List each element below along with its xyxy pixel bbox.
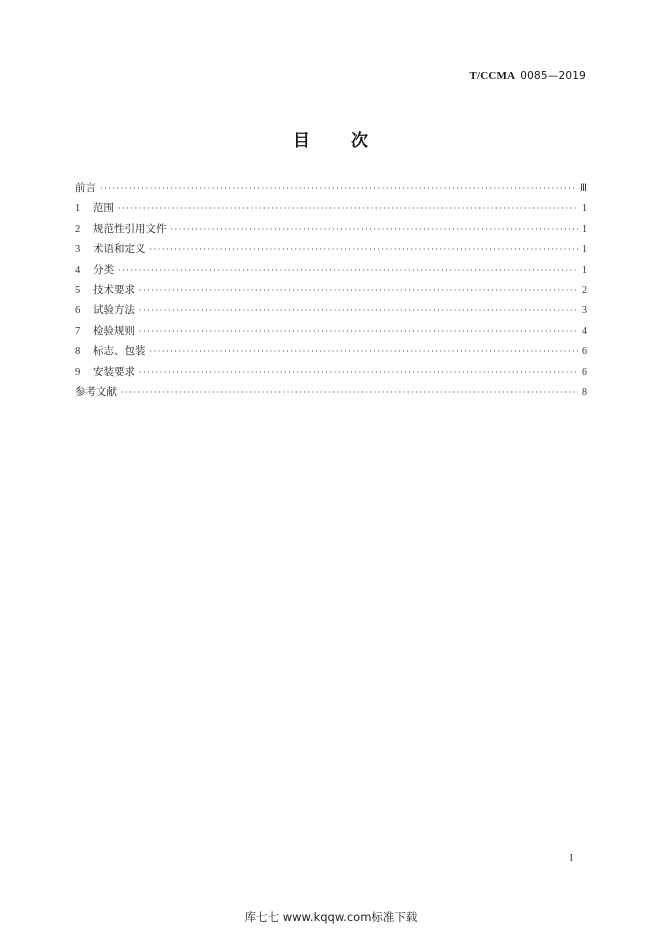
toc-entry-number: 3 bbox=[75, 244, 81, 256]
toc-entry-page: 1 bbox=[582, 264, 587, 276]
toc-entry-label: 试验方法 bbox=[93, 304, 135, 317]
toc-entry-page: Ⅲ bbox=[580, 183, 587, 194]
toc-entry-page: 6 bbox=[582, 346, 587, 358]
toc-dot-leader bbox=[171, 226, 579, 234]
document-id bbox=[469, 70, 586, 82]
toc-entry-label: 分类 bbox=[93, 263, 114, 276]
toc-dot-leader bbox=[100, 185, 576, 193]
toc-dot-leader bbox=[139, 287, 578, 295]
toc-entry-terms-definitions[interactable] bbox=[75, 241, 587, 261]
site-watermark: 库七七 www.kqqw.com标准下载 bbox=[244, 910, 418, 924]
toc-dot-leader bbox=[118, 267, 578, 275]
page-title bbox=[0, 126, 662, 151]
document-number: 0085—2019 bbox=[520, 70, 586, 82]
toc-entry-bibliography[interactable] bbox=[75, 384, 587, 404]
toc-entry-label: 标志、包装 bbox=[93, 345, 146, 358]
toc-entry-page: 3 bbox=[582, 305, 587, 317]
toc-entry-installation-requirements[interactable] bbox=[75, 364, 587, 384]
document-code: T/CCMA bbox=[469, 70, 516, 82]
toc-entry-normative-references[interactable] bbox=[75, 221, 587, 241]
toc-entry-number: 6 bbox=[75, 305, 81, 317]
toc-entry-label: 技术要求 bbox=[93, 283, 135, 296]
page-number: I bbox=[569, 853, 573, 864]
toc-entry-page: 4 bbox=[582, 325, 587, 337]
toc-entry-number: 8 bbox=[75, 346, 81, 358]
page-title-part1: 目 bbox=[293, 131, 311, 151]
toc-dot-leader bbox=[150, 348, 579, 356]
toc-entry-number: 9 bbox=[75, 366, 81, 378]
toc-entry-label: 术语和定义 bbox=[93, 243, 146, 256]
toc-entry-label: 前言 bbox=[75, 182, 96, 194]
toc-entry-page: 1 bbox=[582, 203, 587, 215]
toc-entry-label: 规范性引用文件 bbox=[93, 222, 167, 235]
toc-entry-number: 1 bbox=[75, 203, 81, 215]
toc-entry-test-methods[interactable] bbox=[75, 302, 587, 322]
toc-entry-classification[interactable] bbox=[75, 262, 587, 282]
toc-entry-label: 安装要求 bbox=[93, 365, 135, 378]
toc-entry-label: 范围 bbox=[93, 202, 114, 215]
toc-entry-number: 2 bbox=[75, 223, 81, 235]
toc-entry-number: 7 bbox=[75, 325, 81, 337]
toc-entry-label: 参考文献 bbox=[75, 385, 117, 398]
toc-entry-marking-packaging[interactable] bbox=[75, 343, 587, 363]
toc-dot-leader bbox=[139, 307, 578, 315]
toc-entry-scope[interactable] bbox=[75, 200, 587, 220]
toc-entry-page: 1 bbox=[582, 244, 587, 256]
toc-dot-leader bbox=[121, 389, 578, 397]
toc-dot-leader bbox=[139, 369, 578, 377]
toc-dot-leader bbox=[150, 246, 579, 254]
toc-entry-page: 2 bbox=[582, 284, 587, 296]
toc-entry-number: 5 bbox=[75, 284, 81, 296]
toc-entry-page: 8 bbox=[582, 386, 587, 398]
toc-dot-leader bbox=[139, 328, 578, 336]
toc-entry-label: 检验规则 bbox=[93, 324, 135, 337]
toc-entry-technical-requirements[interactable] bbox=[75, 282, 587, 302]
toc-entry-inspection-rules[interactable] bbox=[75, 323, 587, 343]
toc-entry-number: 4 bbox=[75, 264, 81, 276]
toc-entry-page: 6 bbox=[582, 366, 587, 378]
table-of-contents bbox=[75, 180, 587, 404]
page-title-part2: 次 bbox=[351, 131, 369, 151]
toc-dot-leader bbox=[118, 205, 578, 213]
toc-entry-foreword[interactable] bbox=[75, 180, 587, 200]
toc-entry-page: 1 bbox=[582, 223, 587, 235]
